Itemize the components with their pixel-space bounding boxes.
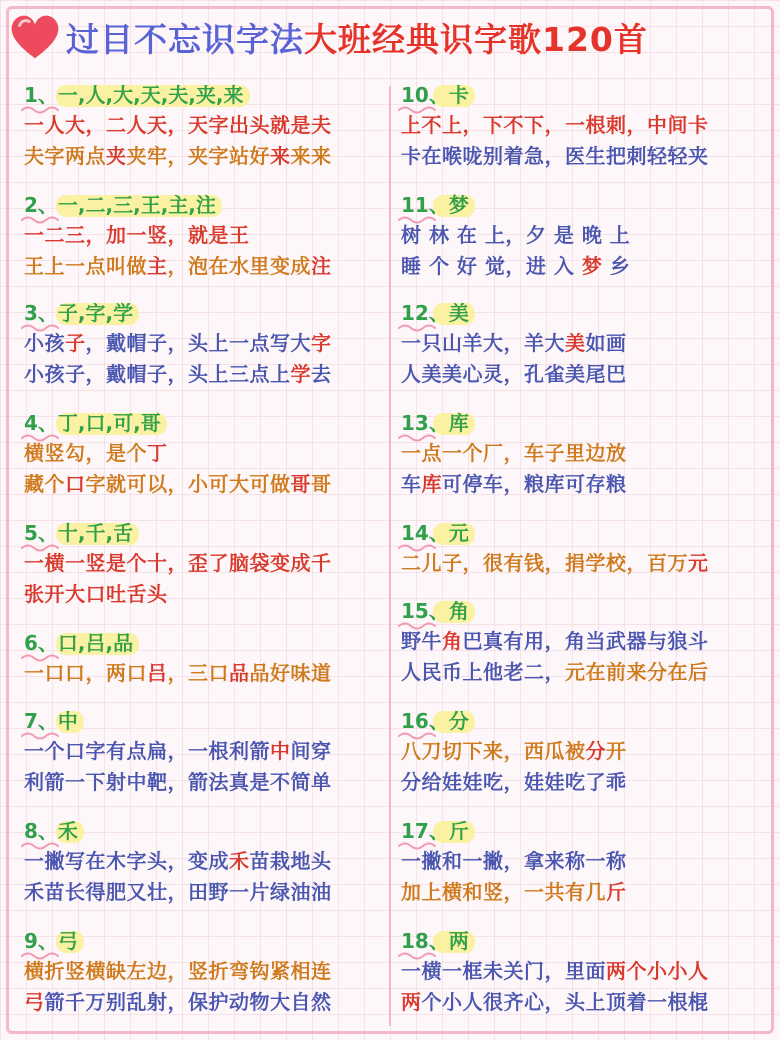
heading-text: 5、十,千,舌: [24, 521, 134, 545]
heading-text: 14、元: [401, 521, 469, 545]
verse-heading: [401, 706, 473, 736]
verse-line: [24, 579, 392, 610]
verse-segment: 一撇写在木字头，变成: [24, 849, 229, 873]
verse-entry: [401, 80, 769, 172]
verse-line: [401, 657, 769, 688]
verse-segment: 元在前来分在后: [565, 660, 709, 684]
verse-segment: 弓: [24, 990, 45, 1014]
squiggle-underline: [397, 730, 437, 740]
verse-segment: 夹牢，夹字站好: [126, 144, 270, 168]
verse-line: [401, 110, 769, 141]
verse-segment: 人美美心灵，孔雀美尾巴: [401, 362, 627, 386]
verse-segment: 利箭一下射中靶，箭法真是不简单: [24, 770, 332, 794]
verse-line: [24, 438, 392, 469]
heading-text: 15、角: [401, 599, 469, 623]
verse-line: [401, 956, 769, 987]
verse-segment: 两: [401, 990, 422, 1014]
verse-segment: 斤: [606, 880, 627, 904]
verse-segment: 角: [442, 629, 463, 653]
heading-text: 4、丁,口,可,哥: [24, 411, 161, 435]
verse-heading: [24, 816, 82, 846]
squiggle-underline: [397, 104, 437, 114]
verse-line: [401, 141, 769, 172]
verse-heading: [401, 190, 473, 220]
heading-text: 6、口,吕,品: [24, 631, 134, 655]
page-title: [66, 14, 648, 61]
verse-segment: 十: [147, 551, 168, 575]
verse-segment: 藏个: [24, 472, 65, 496]
verse-line: [24, 767, 392, 798]
verse-heading: [24, 706, 82, 736]
verse-segment: 禾苗长得肥又壮，田野一片绿油油: [24, 880, 332, 904]
verse-segment: 分: [585, 739, 606, 763]
verse-line: [24, 548, 392, 579]
verse-segment: 品好味道: [249, 661, 332, 685]
verse-segment: 吕: [147, 661, 168, 685]
heading-text: 11、梦: [401, 193, 469, 217]
verse-segment: 注: [311, 254, 332, 278]
verse-line: [401, 359, 769, 390]
verse-entry: [24, 518, 392, 610]
verse-segment: 品: [229, 661, 250, 685]
verse-heading: [401, 80, 473, 110]
verse-entry: [401, 298, 769, 390]
heading-text: 3、子,字,学: [24, 301, 134, 325]
verse-segment: 字就可以，小可大可做: [85, 472, 291, 496]
verse-entry: [24, 408, 392, 500]
verse-entry: [401, 926, 769, 1018]
verse-segment: 上不上，下不下，一根刺，中间: [401, 113, 688, 137]
verse-segment: 人民币上他老二，: [401, 660, 565, 684]
verse-segment: 王上一点叫做: [24, 254, 147, 278]
verse-entry: [24, 706, 392, 798]
verse-segment: 一二三，加一竖，就是: [24, 223, 229, 247]
verse-line: [401, 548, 769, 579]
squiggle-underline: [20, 840, 60, 850]
verse-segment: 一只山羊大，羊大: [401, 331, 565, 355]
verse-line: [401, 736, 769, 767]
verse-heading: [401, 298, 473, 328]
verse-heading: [24, 80, 248, 110]
verse-segment: 横竖勾，是个: [24, 441, 147, 465]
verse-line: [401, 846, 769, 877]
verse-segment: 子: [65, 331, 86, 355]
verse-segment: 小孩: [24, 331, 65, 355]
verse-segment: 可停车，粮库可存粮: [442, 472, 627, 496]
verse-segment: ，戴帽子，头上一点写大: [85, 331, 311, 355]
squiggle-underline: [20, 104, 60, 114]
verse-segment: 一人大，二人天，天字出头就是: [24, 113, 311, 137]
verse-heading: [401, 816, 473, 846]
heading-text: 18、两: [401, 929, 469, 953]
verse-heading: [24, 518, 137, 548]
verse-line: [401, 469, 769, 500]
verse-segment: 苗栽地头: [249, 849, 332, 873]
verse-segment: ，歪了脑袋变成: [167, 551, 311, 575]
verse-segment: 头: [147, 582, 168, 606]
verse-entry: [24, 628, 392, 689]
verse-segment: 库: [421, 472, 442, 496]
verse-entry: [401, 706, 769, 798]
verse-segment: 加上横和竖，一共有几: [401, 880, 606, 904]
squiggle-underline: [20, 542, 60, 552]
verse-line: [401, 987, 769, 1018]
header: [0, 0, 780, 82]
verse-segment: 个小人很齐心，头上顶着一根棍: [421, 990, 709, 1014]
verse-line: [401, 251, 769, 282]
verse-heading: [401, 518, 473, 548]
verse-segment: 夹: [106, 144, 127, 168]
verse-segment: 一个口字有点扁，一根利箭: [24, 739, 270, 763]
heading-text: 8、禾: [24, 819, 78, 843]
verse-line: [24, 220, 392, 251]
squiggle-underline: [20, 322, 60, 332]
verse-segment: 哥: [290, 472, 311, 496]
heart-icon: [6, 8, 64, 66]
title-part-2: 大班经典识字歌120首: [304, 20, 648, 59]
verse-entry: [401, 518, 769, 579]
verse-segment: 分给娃娃吃，娃娃吃了乖: [401, 770, 627, 794]
verse-line: [401, 438, 769, 469]
verse-entry: [401, 408, 769, 500]
verse-line: [24, 877, 392, 908]
verse-entry: [24, 926, 392, 1018]
verse-line: [24, 469, 392, 500]
verse-line: [24, 736, 392, 767]
verse-segment: 字: [311, 331, 332, 355]
verse-entry: [24, 190, 392, 282]
verse-heading: [24, 298, 137, 328]
verse-segment: 卡在喉咙别着急，医生把刺轻轻夹: [401, 144, 709, 168]
verse-line: [401, 877, 769, 908]
verse-segment: 去: [311, 362, 332, 386]
heading-text: 16、分: [401, 709, 469, 733]
verse-segment: 张开大口吐: [24, 582, 127, 606]
verse-segment: 舌: [126, 582, 147, 606]
verse-entry: [401, 190, 769, 282]
verse-segment: 卡: [688, 113, 709, 137]
verse-segment: 学: [290, 362, 311, 386]
verse-heading: [24, 190, 220, 220]
verse-segment: 野牛: [401, 629, 442, 653]
squiggle-underline: [20, 652, 60, 662]
squiggle-underline: [20, 432, 60, 442]
verse-entry: [24, 816, 392, 908]
verse-entry: [24, 80, 392, 172]
verse-segment: 一点一个厂，车子里边放: [401, 441, 627, 465]
verse-heading: [401, 926, 473, 956]
verse-line: [24, 110, 392, 141]
verse-heading: [401, 408, 473, 438]
verse-entry: [24, 298, 392, 390]
verse-segment: 一横一框未关门，里面: [401, 959, 606, 983]
verse-segment: 千: [311, 551, 332, 575]
verse-segment: 睡 个 好 觉，进 入: [401, 254, 582, 278]
verse-segment: 间穿: [290, 739, 332, 763]
squiggle-underline: [397, 432, 437, 442]
verse-segment: 夫字两点: [24, 144, 106, 168]
verse-line: [24, 359, 392, 390]
heading-text: 10、卡: [401, 83, 469, 107]
verse-line: [401, 220, 769, 251]
heading-text: 1、一,人,大,天,夫,夹,来: [24, 83, 244, 107]
verse-segment: 禾: [229, 849, 250, 873]
verse-line: [24, 251, 392, 282]
verse-segment: 小孩子，戴帽子，头上三点上: [24, 362, 291, 386]
verse-segment: 丁: [147, 441, 168, 465]
verse-segment: 王: [229, 223, 250, 247]
verse-line: [24, 328, 392, 359]
squiggle-underline: [20, 730, 60, 740]
verse-segment: 横折竖横缺左边，竖折弯钩紧相连: [24, 959, 332, 983]
verse-segment: ，泡在水里变成: [167, 254, 311, 278]
verse-line: [24, 141, 392, 172]
verse-segment: ，三口: [167, 661, 229, 685]
verse-line: [401, 328, 769, 359]
verse-segment: 一横一竖是个: [24, 551, 147, 575]
verse-segment: 来来: [290, 144, 332, 168]
verse-segment: 元: [688, 551, 709, 575]
heading-text: 17、斤: [401, 819, 469, 843]
squiggle-underline: [397, 840, 437, 850]
verse-line: [401, 626, 769, 657]
verse-segment: 车: [401, 472, 422, 496]
verse-segment: 来: [270, 144, 291, 168]
heading-text: 7、中: [24, 709, 78, 733]
heading-text: 13、库: [401, 411, 469, 435]
verse-segment: 哥: [311, 472, 332, 496]
verse-entry: [401, 596, 769, 688]
squiggle-underline: [20, 214, 60, 224]
verse-heading: [401, 596, 473, 626]
verse-heading: [24, 628, 137, 658]
verse-segment: 中: [270, 739, 291, 763]
heading-text: 2、一,二,三,王,主,注: [24, 193, 216, 217]
verse-segment: 如画: [585, 331, 627, 355]
verse-line: [24, 956, 392, 987]
verse-segment: 梦: [581, 254, 603, 278]
verse-segment: 主: [147, 254, 168, 278]
verse-segment: 巴真有用，角当武器与狼斗: [462, 629, 709, 653]
verse-segment: 一撇和一撇，拿来称一称: [401, 849, 627, 873]
verse-line: [24, 987, 392, 1018]
verse-segment: 美: [565, 331, 586, 355]
squiggle-underline: [397, 620, 437, 630]
verse-segment: 夫: [311, 113, 332, 137]
verse-segment: 二儿子，很有钱，捐学校，百万: [401, 551, 688, 575]
verse-segment: 树 林 在 上，夕 是 晚 上: [401, 223, 631, 247]
verse-line: [24, 846, 392, 877]
heading-text: 12、美: [401, 301, 469, 325]
squiggle-underline: [20, 950, 60, 960]
verse-line: [24, 658, 392, 689]
verse-heading: [24, 408, 165, 438]
squiggle-underline: [397, 950, 437, 960]
squiggle-underline: [397, 542, 437, 552]
verse-line: [401, 767, 769, 798]
verse-segment: 箭千万别乱射，保护动物大自然: [44, 990, 332, 1014]
title-part-1: 过目不忘识字法: [66, 20, 304, 59]
verse-entry: [401, 816, 769, 908]
verse-segment: 一口口，两口: [24, 661, 147, 685]
verse-segment: 口: [65, 472, 86, 496]
heading-text: 9、弓: [24, 929, 78, 953]
squiggle-underline: [397, 322, 437, 332]
verse-segment: 开: [606, 739, 627, 763]
verse-segment: 乡: [602, 254, 631, 278]
verse-segment: 八刀切下来，西瓜被: [401, 739, 586, 763]
squiggle-underline: [397, 214, 437, 224]
verse-segment: 两个小小人: [606, 959, 709, 983]
verse-heading: [24, 926, 82, 956]
